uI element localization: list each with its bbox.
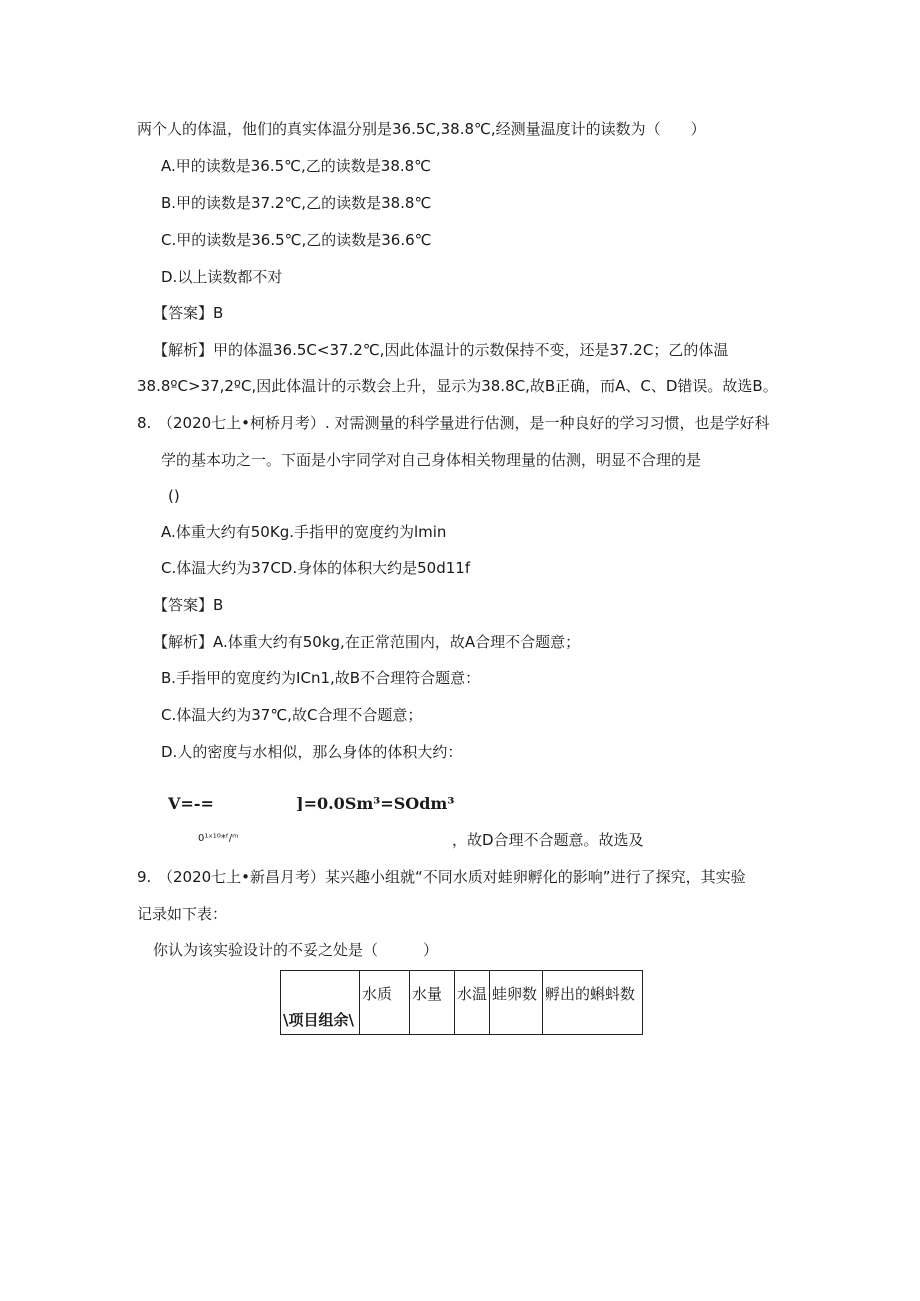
formula-conclusion: ，故D合理不合题意。故选及 xyxy=(452,831,644,849)
answer: 【答案】B xyxy=(153,596,224,614)
option-ab: A.体重大约有50Kg.手指甲的宽度约为lmin xyxy=(161,523,447,541)
question-8-bracket: () xyxy=(168,487,180,505)
analysis-cont: 38.8ºC>37,2ºC,因此体温计的示数会上升，显示为38.8C,故B正确，而A、C、D错误。故选B。 xyxy=(137,377,778,395)
analysis: 【解析】A.体重大约有50kg,在正常范围内，故A合理不合题意； xyxy=(153,633,581,651)
option-a: A.甲的读数是36.5℃,乙的读数是38.8℃ xyxy=(161,157,432,175)
question-8-text-cont: 学的基本功之一。下面是小宇同学对自己身体相关物理量的估测，明显不合理的是 xyxy=(161,451,702,469)
analysis-c: C.体温大约为37℃,故C合理不合题意； xyxy=(161,706,423,724)
text-line: 两个人的体温，他们的真实体温分别是36.5C,38.8℃,经测量温度计的读数为（ ） xyxy=(137,120,706,138)
question-8-text: （2020七上•柯桥月考）. 对需测量的科学量进行估测，是一种良好的学习习惯，也是学好科 xyxy=(158,414,770,432)
option-b: B.甲的读数是37.2℃,乙的读数是38.8℃ xyxy=(161,194,432,212)
answer: 【答案】B xyxy=(153,304,224,322)
formula-sub: 0¹ˣ¹⁰*ᶠ/ᵐ xyxy=(198,833,239,844)
question-9-prompt: 你认为该实验设计的不妥之处是（ ） xyxy=(153,941,439,959)
table-row xyxy=(281,971,643,1035)
analysis-b: B.手指甲的宽度约为ICn1,故B不合理符合题意： xyxy=(161,669,481,687)
option-c: C.甲的读数是36.5℃,乙的读数是36.6℃ xyxy=(161,231,432,249)
analysis-d: D.人的密度与水相似，那么身体的体积大约： xyxy=(161,743,463,761)
analysis: 【解析】甲的体温36.5C<37.2℃,因此体温计的示数保持不变，还是37.2C；乙的体温 xyxy=(153,341,729,359)
table-header-cell: \项目组余\ xyxy=(281,971,360,1035)
question-number: 9. xyxy=(137,868,152,886)
question-9-text: （2020七上•新昌月考）某兴趣小组就“不同水质对蛙卵孵化的影响”进行了探究，其实验 xyxy=(158,868,746,886)
option-d: D.以上读数都不对 xyxy=(161,268,283,286)
formula-left: V=-= xyxy=(168,794,214,813)
table-header-cell: 水温 xyxy=(455,971,490,1035)
experiment-table xyxy=(280,970,643,1035)
formula-right: ]=0.0Sm³=SOdm³ xyxy=(296,794,455,813)
table-header-cell: 水量 xyxy=(410,971,455,1035)
question-9-text-cont: 记录如下表： xyxy=(137,905,228,923)
table-header-cell: 孵出的蝌蚪数 xyxy=(543,971,643,1035)
table-header-cell: 水质 xyxy=(360,971,410,1035)
question-number: 8. xyxy=(137,414,152,432)
option-cd: C.体温大约为37CD.身体的体积大约是50d11f xyxy=(161,559,471,577)
table-header-cell: 蛙卵数 xyxy=(490,971,543,1035)
